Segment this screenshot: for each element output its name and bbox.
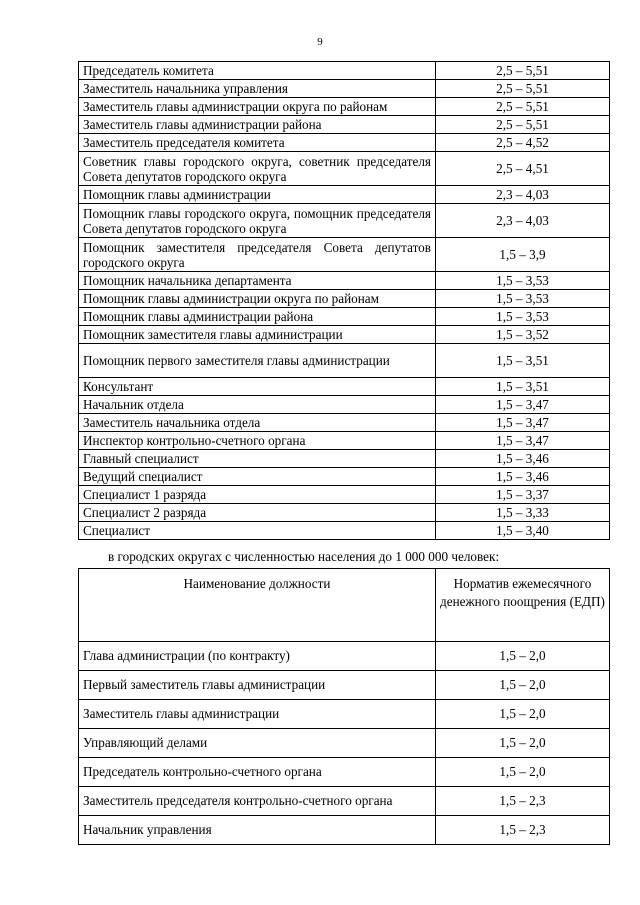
position-name: Специалист bbox=[79, 522, 436, 540]
edp-value: 1,5 – 3,9 bbox=[436, 238, 610, 272]
positions-table-continued bbox=[78, 61, 610, 540]
position-name: Начальник отдела bbox=[79, 396, 436, 414]
table-row bbox=[79, 486, 610, 504]
position-name: Заместитель председателя комитета bbox=[79, 134, 436, 152]
table-row bbox=[79, 504, 610, 522]
position-name: Заместитель председателя контрольно-счетного органа bbox=[79, 787, 436, 816]
edp-value: 1,5 – 2,3 bbox=[436, 787, 610, 816]
edp-value: 1,5 – 2,0 bbox=[436, 642, 610, 671]
position-name: Заместитель главы администрации округа по районам bbox=[79, 98, 436, 116]
table-row bbox=[79, 522, 610, 540]
table-row bbox=[79, 80, 610, 98]
positions-table-small-cities bbox=[78, 568, 610, 845]
edp-value: 1,5 – 3,46 bbox=[436, 468, 610, 486]
section-subtitle: в городских округах с численностью населения до 1 000 000 человек: bbox=[108, 549, 500, 564]
edp-value: 1,5 – 3,40 bbox=[436, 522, 610, 540]
table-row bbox=[79, 468, 610, 486]
table-row bbox=[79, 116, 610, 134]
edp-value: 2,5 – 4,52 bbox=[436, 134, 610, 152]
edp-value: 1,5 – 2,0 bbox=[436, 700, 610, 729]
position-name: Специалист 2 разряда bbox=[79, 504, 436, 522]
table-row bbox=[79, 396, 610, 414]
edp-value: 1,5 – 3,47 bbox=[436, 414, 610, 432]
edp-value: 2,5 – 5,51 bbox=[436, 116, 610, 134]
edp-value: 1,5 – 3,47 bbox=[436, 396, 610, 414]
position-name: Начальник управления bbox=[79, 816, 436, 845]
table-row bbox=[79, 729, 610, 758]
header-row bbox=[79, 569, 610, 642]
column-header-edp: Норматив ежемесячного денежного поощрения (ЕДП) bbox=[436, 569, 610, 642]
position-name: Помощник первого заместителя главы администрации bbox=[79, 344, 436, 378]
edp-value: 1,5 – 3,51 bbox=[436, 378, 610, 396]
table-row bbox=[79, 238, 610, 272]
position-name: Помощник заместителя главы администрации bbox=[79, 326, 436, 344]
page-number: 9 bbox=[317, 36, 323, 48]
table-row bbox=[79, 671, 610, 700]
edp-value: 1,5 – 3,33 bbox=[436, 504, 610, 522]
table-row bbox=[79, 450, 610, 468]
table-row bbox=[79, 62, 610, 80]
table-row bbox=[79, 432, 610, 450]
edp-value: 2,5 – 5,51 bbox=[436, 62, 610, 80]
column-header-position: Наименование должности bbox=[79, 569, 436, 642]
table-row bbox=[79, 816, 610, 845]
position-name: Помощник заместителя председателя Совета депутатов городского округа bbox=[79, 238, 436, 272]
position-name: Помощник главы администрации района bbox=[79, 308, 436, 326]
edp-value: 2,5 – 5,51 bbox=[436, 80, 610, 98]
edp-value: 2,5 – 5,51 bbox=[436, 98, 610, 116]
edp-value: 1,5 – 3,53 bbox=[436, 272, 610, 290]
edp-value: 2,3 – 4,03 bbox=[436, 204, 610, 238]
position-name: Помощник главы администрации округа по районам bbox=[79, 290, 436, 308]
table-row bbox=[79, 152, 610, 186]
table-row bbox=[79, 758, 610, 787]
edp-value: 1,5 – 2,0 bbox=[436, 671, 610, 700]
position-name: Ведущий специалист bbox=[79, 468, 436, 486]
edp-value: 1,5 – 3,46 bbox=[436, 450, 610, 468]
position-name: Председатель контрольно-счетного органа bbox=[79, 758, 436, 787]
edp-value: 1,5 – 3,51 bbox=[436, 344, 610, 378]
edp-value: 2,3 – 4,03 bbox=[436, 186, 610, 204]
position-name: Консультант bbox=[79, 378, 436, 396]
table-body bbox=[79, 642, 610, 845]
position-name: Специалист 1 разряда bbox=[79, 486, 436, 504]
table-row bbox=[79, 326, 610, 344]
edp-value: 1,5 – 3,53 bbox=[436, 290, 610, 308]
position-name: Помощник главы городского округа, помощник председателя Совета депутатов городского округа bbox=[79, 204, 436, 238]
position-name: Заместитель главы администрации района bbox=[79, 116, 436, 134]
positions-table-body bbox=[79, 62, 610, 540]
table-row bbox=[79, 272, 610, 290]
position-name: Помощник главы администрации bbox=[79, 186, 436, 204]
position-name: Помощник начальника департамента bbox=[79, 272, 436, 290]
position-name: Заместитель начальника управления bbox=[79, 80, 436, 98]
edp-value: 1,5 – 2,0 bbox=[436, 729, 610, 758]
table-row bbox=[79, 642, 610, 671]
table-row bbox=[79, 414, 610, 432]
table-row bbox=[79, 700, 610, 729]
edp-value: 1,5 – 3,52 bbox=[436, 326, 610, 344]
edp-value: 1,5 – 2,3 bbox=[436, 816, 610, 845]
table-row bbox=[79, 787, 610, 816]
position-name: Заместитель главы администрации bbox=[79, 700, 436, 729]
edp-value: 1,5 – 2,0 bbox=[436, 758, 610, 787]
edp-value: 1,5 – 3,47 bbox=[436, 432, 610, 450]
edp-value: 1,5 – 3,37 bbox=[436, 486, 610, 504]
table-header bbox=[79, 569, 610, 642]
table-row bbox=[79, 134, 610, 152]
edp-value: 2,5 – 4,51 bbox=[436, 152, 610, 186]
edp-value: 1,5 – 3,53 bbox=[436, 308, 610, 326]
table-row bbox=[79, 378, 610, 396]
position-name: Главный специалист bbox=[79, 450, 436, 468]
table-row bbox=[79, 290, 610, 308]
table-row bbox=[79, 186, 610, 204]
table-row bbox=[79, 308, 610, 326]
position-name: Первый заместитель главы администрации bbox=[79, 671, 436, 700]
position-name: Инспектор контрольно-счетного органа bbox=[79, 432, 436, 450]
position-name: Заместитель начальника отдела bbox=[79, 414, 436, 432]
position-name: Глава администрации (по контракту) bbox=[79, 642, 436, 671]
table-row bbox=[79, 98, 610, 116]
position-name: Управляющий делами bbox=[79, 729, 436, 758]
table-row bbox=[79, 204, 610, 238]
position-name: Председатель комитета bbox=[79, 62, 436, 80]
position-name: Советник главы городского округа, советник председателя Совета депутатов городского округа bbox=[79, 152, 436, 186]
table-row bbox=[79, 344, 610, 378]
